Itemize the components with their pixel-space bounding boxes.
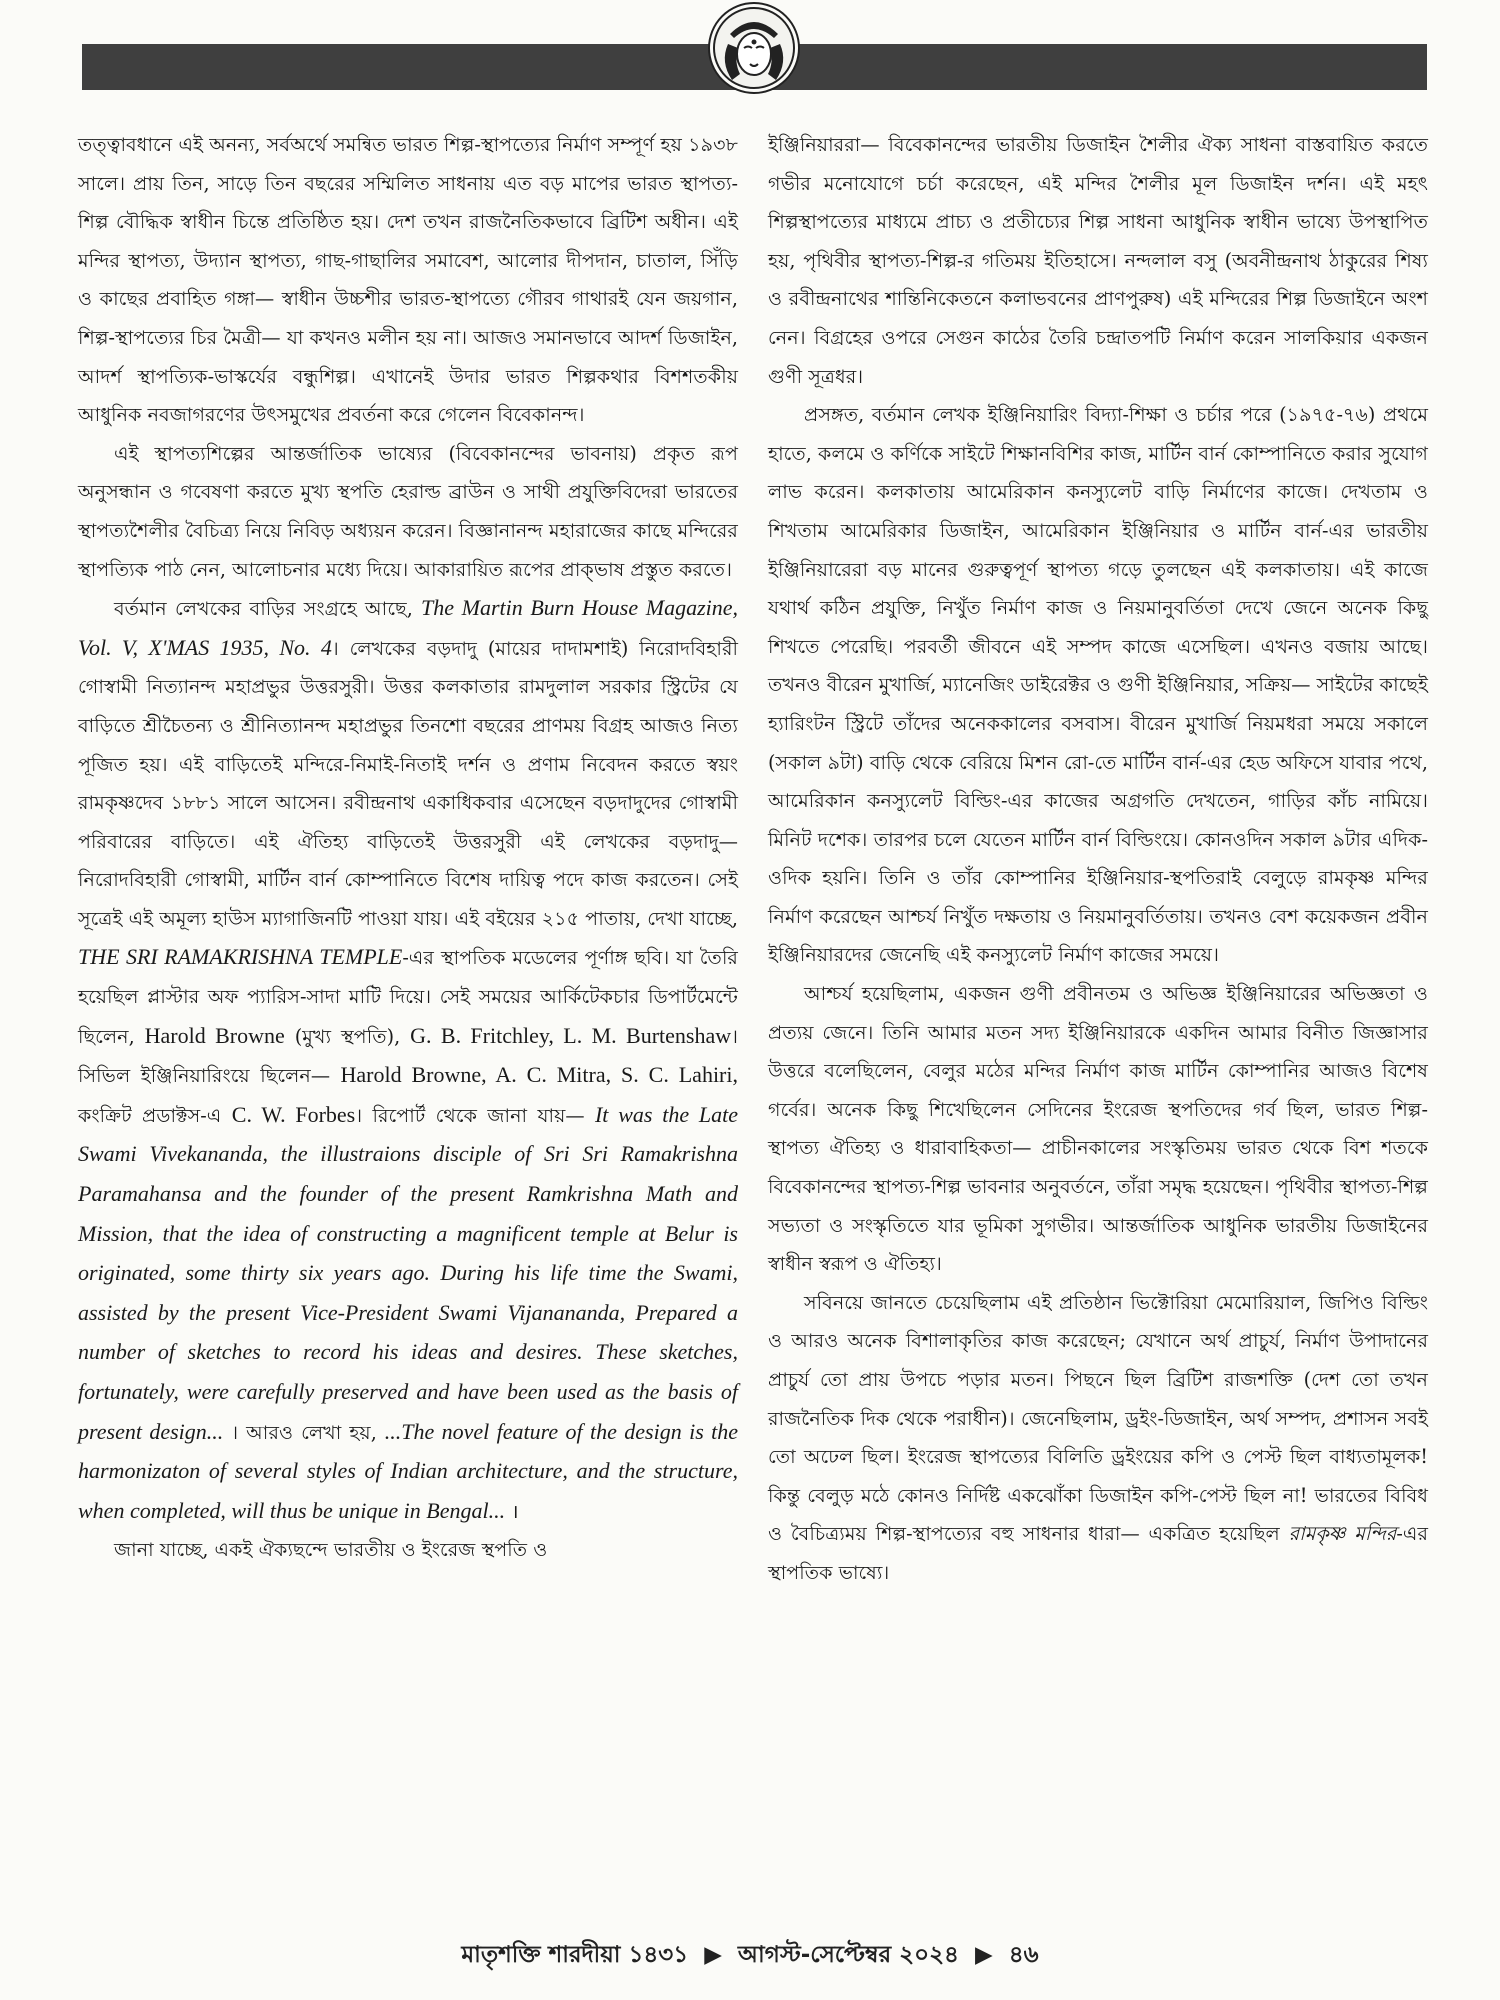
english-names: Harold Browne, A. C. Mitra, S. C. Lahiri, bbox=[340, 1062, 738, 1088]
paragraph: তত্ত্বাবধানে এই অনন্য, সর্বঅর্থে সমন্বিত ভারত শিল্প-স্থাপত্যের নির্মাণ সম্পূর্ণ হয় ১৯৩৮ সালে। প্রায় তিন, সাড়ে তিন বছরের সম্মিলিত সাধনায় এত বড় মাপের ভারত স্থাপত্য-শিল্প বৌদ্ধিক স্বাধীন চিন্তে প্রতিষ্ঠিত হয়। দেশ তখন রাজনৈতিকভাবে ব্রিটিশ অধীন। এই মন্দির স্থাপত্য, উদ্যান স্থাপত্য, গাছ-গাছালির সমাবেশ, আলোর দীপদান, চাতাল, সিঁড়ি ও কাছের প্রবাহিত গঙ্গা— স্বাধীন উচ্চশীর ভারত-স্থাপত্যে গৌরব গাথারই যেন জয়গান, শিল্প-স্থাপত্যের চির মৈত্রী— যা কখনও মলীন হয় না। আজও সমানভাবে আদর্শ ডিজাইন, আদর্শ স্থাপত্যিক-ভাস্কর্যের বন্ধুশিল্প। এখানেই উদার ভারত শিল্পকথার বিশশতকীয় আধুনিক নবজাগরণের উৎসমুখের প্রবর্তনা করে গেলেন বিবেকানন্দ। bbox=[78, 133, 738, 427]
page-number: ৪৬ bbox=[1008, 1942, 1039, 1968]
english-names: G. B. Fritchley, L. M. Burtenshaw bbox=[410, 1022, 732, 1048]
magazine-name: মাতৃশক্তি শারদীয়া ১৪৩১ bbox=[461, 1942, 689, 1968]
paragraph: ইঞ্জিনিয়াররা— বিবেকানন্দের ভারতীয় ডিজাইন শৈলীর ঐক্য সাধনা বাস্তবায়িত করতে গভীর মনোযোগে চর্চা করেছেন, এই মন্দির শৈলীর মূল ডিজাইন দর্শন। এই মহৎ শিল্পস্থাপত্যের মাধ্যমে প্রাচ্য ও প্রতীচ্যের শিল্প সাধনা আধুনিক স্বাধীন ভাষ্যে উপস্থাপিত হয়, পৃথিবীর স্থাপত্য-শিল্প-র গতিময় ইতিহাসে। নন্দলাল বসু (অবনীন্দ্রনাথ ঠাকুরের শিষ্য ও রবীন্দ্রনাথের শান্তিনিকেতনে কলাভবনের প্রাণপুরুষ) এই মন্দিরের শিল্প ডিজাইনে অংশ নেন। বিগ্রহের ওপরে সেগুন কাঠের তৈরি চন্দ্রাতপটি নির্মাণ করেন সালকিয়ার একজন গুণী সূত্রধর। bbox=[768, 133, 1428, 388]
english-quote: It was the Late Swami Vivekananda, the illustraions disciple of Sri Sri Ramakrishna Paramahansa and the founder of the present Ramkrishna Math and Mission, that the idea of constructing a magnificent temple at Belur is originated, some thirty six years ago. During his life time the Swami, assisted by the present Vice-President Swami Vijanananda, Prepared a number of sketches to record his ideas and desires. These sketches, fortunately, were carefully preserved and have been used as the basis of present design... bbox=[78, 1101, 738, 1444]
paragraph: জানা যাচ্ছে, একই ঐক্যছন্দে ভারতীয় ও ইংরেজ স্থপতি ও bbox=[114, 1538, 548, 1562]
italic-phrase: রামকৃষ্ণ মন্দির bbox=[1288, 1522, 1397, 1546]
paragraph: আশ্চর্য হয়েছিলাম, একজন গুণী প্রবীনতম ও অভিজ্ঞ ইঞ্জিনিয়ারের অভিজ্ঞতা ও প্রত্যয় জেনে। তিনি আমার মতন সদ্য ইঞ্জিনিয়ারকে একদিন আমার বিনীত জিজ্ঞাসার উত্তরে বলেছিলেন, বেলুর মঠের মন্দির নির্মাণ কাজ মার্টিন কোম্পানির আজও বিশেষ গর্বের। অনেক কিছু শিখেছিলেন সেদিনের ইংরেজ স্থপতিদের গর্ব ছিল, ভারত শিল্প-স্থাপত্য ঐতিহ্য ও ধারাবাহিকতা— প্রাচীনকালের সংস্কৃতিময় ভারত থেকে বিশ শতকে বিবেকানন্দের স্থাপত্য-শিল্প ভাবনার অনুবর্তনে, তাঁরা সমৃদ্ধ হয়েছেন। পৃথিবীর স্থাপত্য-শিল্প সভ্যতা ও সংস্কৃতিতে যার ভূমিকা সুগভীর। আন্তর্জাতিক আধুনিক ভারতীয় ডিজাইনের স্বাধীন স্বরূপ ও ঐতিহ্য। bbox=[768, 982, 1428, 1276]
left-column bbox=[78, 126, 738, 1570]
separator-icon: ▶ bbox=[975, 1942, 993, 1968]
text-run: । রিপোর্ট থেকে জানা যায়— bbox=[355, 1103, 595, 1127]
text-run: । bbox=[505, 1499, 519, 1523]
text-run: । লেখকের বড়দাদু (মায়ের দাদামশাই) নিরোদবিহারী গোস্বামী নিত্যানন্দ মহাপ্রভুর উত্তরসুরী। উত্তর কলকাতার রামদুলাল সরকার স্ট্রিটের যে বাড়িতে শ্রীচৈতন্য ও শ্রীনিত্যানন্দ মহাপ্রভুর তিনশো বছরের প্রাণময় বিগ্রহ আজও নিত্য পূজিত হয়। এই বাড়িতেই মন্দিরে-নিমাই-নিতাই দর্শন ও প্রণাম নিবেদন করতে স্বয়ং রামকৃষ্ণদেব ১৮৮১ সালে আসেন। রবীন্দ্রনাথ একাধিকবার এসেছেন বড়দাদুদের গোস্বামী পরিবারের বাড়িতে। এই ঐতিহ্য বাড়িতেই উত্তরসুরী এই লেখকের বড়দাদু— নিরোদবিহারী গোস্বামী, মার্টিন বার্ন কোম্পানিতে বিশেষ দায়িত্ব পদে কাজ করতেন। সেই সূত্রেই এই অমূল্য হাউস ম্যাগাজিনটি পাওয়া যায়। এই বইয়ের ২১৫ পাতায়, দেখা যাচ্ছে, bbox=[78, 636, 738, 930]
right-column bbox=[768, 126, 1428, 1593]
paragraph: প্রসঙ্গত, বর্তমান লেখক ইঞ্জিনিয়ারিং বিদ্যা-শিক্ষা ও চর্চার পরে (১৯৭৫-৭৬) প্রথমে হাতে, কলমে ও কর্ণিকে সাইটে শিক্ষানবিশির কাজ, মার্টিন বার্ন কোম্পানিতে করার সুযোগ লাভ করেন। কলকাতায় আমেরিকান কনস্যুলেট বাড়ি নির্মাণের কাজে। দেখতাম ও শিখতাম আমেরিকার ডিজাইন, আমেরিকান ইঞ্জিনিয়ার ও মার্টিন বার্ন-এর ভারতীয় ইঞ্জিনিয়ারেরা বড় মানের গুরুত্বপূর্ণ স্থাপত্য গড়ে তুলছেন এই কলকাতায়। এই কাজে যথার্থ কঠিন প্রযুক্তি, নিখুঁত নির্মাণ কাজ ও নিয়মানুবর্তিতা দেখে জেনে অনেক কিছু শিখতে পেরেছি। পরবর্তী জীবনে এই সম্পদ কাজে এসেছিল। এখনও বজায় আছে। তখনও বীরেন মুখার্জি, ম্যানেজিং ডাইরেক্টর ও গুণী ইঞ্জিনিয়ার, সক্রিয়— সাইটের কাছেই হ্যারিংটন স্ট্রিটে তাঁদের অনেককালের বসবাস। বীরেন মুখার্জি নিয়মধরা সময়ে সকালে (সকাল ৯টা) বাড়ি থেকে বেরিয়ে মিশন রো-তে মার্টিন বার্ন-এর হেড অফিসে যাবার পথে, আমেরিকান কনস্যুলেট বিল্ডিং-এর কাজের অগ্রগতি দেখতেন, গাড়ির কাঁচ নামিয়ে। মিনিট দশেক। তারপর চলে যেতেন মার্টিন বার্ন বিল্ডিংয়ে। কোনওদিন সকাল ৯টার এদিক-ওদিক হয়নি। তিনি ও তাঁর কোম্পানির ইঞ্জিনিয়ার-স্থপতিরাই বেলুড়ে রামকৃষ্ণ মন্দির নির্মাণ করেছেন আশ্চর্য নিখুঁত দক্ষতায় ও নিয়মানুবর্তিতায়। তখনও বেশ কয়েকজন প্রবীন ইঞ্জিনিয়ারদের জেনেছি এই কনস্যুলেট নির্মাণ কাজের সময়ে। bbox=[768, 403, 1428, 967]
english-quote: ...The novel feature of the design is the harmonizaton of several styles of Indian architecture, and the structure, when completed, will thus be unique in Bengal... bbox=[78, 1418, 739, 1523]
magazine-title: The Martin Burn House Magazine, Vol. V, X'MAS 1935, No. 4 bbox=[78, 595, 739, 660]
paragraph bbox=[768, 1284, 1428, 1593]
separator-icon: ▶ bbox=[704, 1942, 722, 1968]
text-run: -এর স্থাপতিক ভাষ্যে। bbox=[768, 1522, 1429, 1584]
text-run: । আরও লেখা হয়, bbox=[223, 1420, 385, 1444]
goddess-emblem-icon bbox=[708, 2, 800, 94]
text-run: বর্তমান লেখকের বাড়ির সংগ্রহে আছে, bbox=[114, 597, 422, 621]
issue-date: আগস্ট-সেপ্টেম্বর ২০২৪ bbox=[737, 1942, 959, 1968]
temple-title: THE SRI RAMAKRISHNA TEMPLE bbox=[78, 944, 403, 970]
paragraph bbox=[78, 589, 738, 1531]
page-footer bbox=[0, 1936, 1500, 1975]
english-names: C. W. Forbes bbox=[231, 1101, 356, 1127]
text-run: সবিনয়ে জানতে চেয়েছিলাম এই প্রতিষ্ঠান ভিক্টোরিয়া মেমোরিয়াল, জিপিও বিল্ডিং ও আরও অনেক বিশালাকৃতির কাজ করেছেন; যেখানে অর্থ প্রাচুর্য, নির্মাণ উপাদানের প্রাচুর্য তো প্রায় উপচে পড়ার মতন। পিছনে ছিল ব্রিটিশ রাজশক্তি (দেশ তো তখন রাজনৈতিক দিক থেকে পরাধীন)। জেনেছিলাম, ড্রইং-ডিজাইন, অর্থ সম্পদ, প্রশাসন সবই তো অঢেল ছিল। ইংরেজ স্থাপত্যের বিলিতি ড্রইংয়ের কপি ও পেস্ট ছিল বাধ্যতামূলক! কিন্তু বেলুড় মঠে কোনও নির্দিষ্ট একঝোঁকা ডিজাইন কপি-পেস্ট ছিল না! ভারতের বিবিধ ও বৈচিত্র্যময় শিল্প-স্থাপত্যের বহু সাধনার ধারা— একত্রিত হয়েছিল bbox=[768, 1290, 1428, 1546]
text-run: -এর স্থাপতিক মডেলের পূর্ণাঙ্গ ছবি। যা তৈরি হয়েছিল প্লাস্টার অফ প্যারিস-সাদা মাটি দিয়ে। সেই সময়ের আর্কিটেকচার ডিপার্টমেন্টে ছিলেন, bbox=[78, 946, 738, 1048]
english-names: Harold Browne bbox=[144, 1022, 285, 1048]
text-run: কংক্রিট প্রডাক্টস-এ bbox=[78, 1103, 232, 1127]
text-run: । সিভিল ইঞ্জিনিয়ারিংয়ে ছিলেন— bbox=[78, 1024, 738, 1088]
paragraph: এই স্থাপত্যশিল্পের আন্তর্জাতিক ভাষ্যের (বিবেকানন্দের ভাবনায়) প্রকৃত রূপ অনুসন্ধান ও গবেষণা করতে মুখ্য স্থপতি হেরাল্ড ব্রাউন ও সাথী প্রযুক্তিবিদেরা ভারতের স্থাপত্যশৈলীর বৈচিত্র্য নিয়ে নিবিড় অধ্যয়ন করেন। বিজ্ঞানানন্দ মহারাজের কাছে মন্দিরের স্থাপত্যিক পাঠ নেন, আলোচনার মধ্যে দিয়ে। আকারায়িত রূপের প্রাক্‌ভাষ প্রস্তুত করতে। bbox=[78, 441, 738, 581]
text-run: (মুখ্য স্থপতি), bbox=[284, 1024, 411, 1048]
